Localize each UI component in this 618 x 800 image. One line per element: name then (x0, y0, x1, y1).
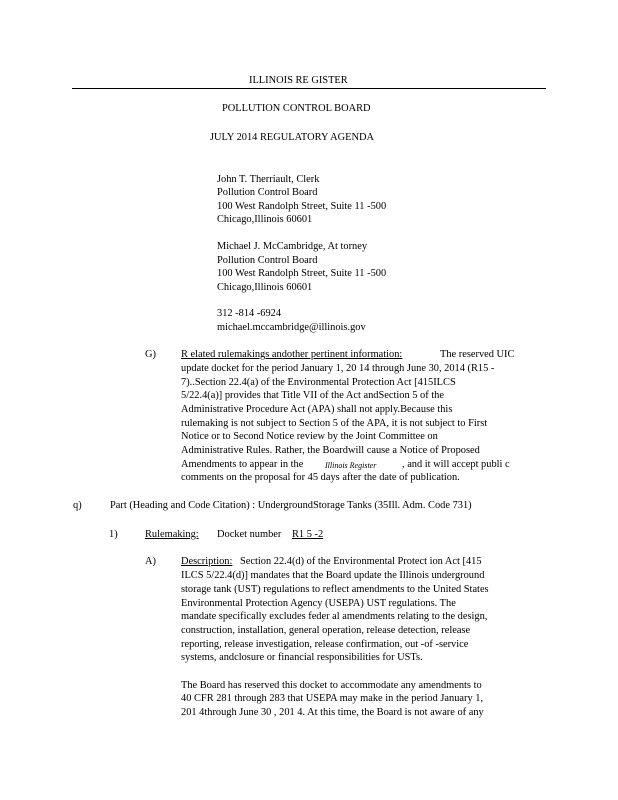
item-a-line: Environmental Protection Agency (USEPA) UST regulations. The (181, 598, 456, 609)
item-a-para2-line: 40 CFR 281 through 283 that USEPA may make in the period January 1, (181, 693, 484, 704)
item-g-line: update docket for the period January 1, 20 14 through June 30, 2014 (R15 - (181, 363, 495, 374)
item-g-line: Amendments to appear in the (181, 459, 304, 470)
item-g-label: G) (145, 349, 156, 360)
item-g-line: , and it will accept publi c (402, 459, 510, 470)
contact-line: Pollution Control Board (217, 187, 318, 198)
item-a-para2-line: The Board has reserved this docket to accommodate any amendments to (181, 680, 482, 691)
item-a-para2-line: 201 4through June 30 , 201 4. At this time, the Board is not aware of any (181, 707, 484, 718)
item-a-label: A) (145, 556, 156, 567)
item-a-line: storage tank (UST) regulations to reflect amendments to the United States (181, 584, 489, 595)
contact-line: 100 West Randolph Street, Suite 11 -500 (217, 268, 387, 279)
item-a-line: reporting, release investigation, release confirmation, out -of -service (181, 639, 469, 650)
docket-prefix: Docket number (217, 529, 282, 540)
email-address: michael.mccambridge@illinois.gov (217, 322, 366, 333)
item-g-line: Notice or to Second Notice review by the Joint Committee on (181, 431, 438, 442)
item-q-label: q) (73, 500, 82, 511)
docket-number: R1 5 -2 (292, 529, 324, 540)
item-a-line: Section 22.4(d) of the Environmental Protect ion Act [415 (240, 556, 482, 567)
description-heading: Description: (181, 556, 233, 567)
item-a-line: mandate specifically excludes feder al amendments relating to the design, (181, 611, 488, 622)
item-a-line: ILCS 5/22.4(d)] mandates that the Board update the Illinois underground (181, 570, 485, 581)
agency-name: POLLUTION CONTROL BOARD (222, 103, 371, 114)
contact-line: Michael J. McCambridge, At torney (217, 241, 368, 252)
item-q-text: Part (Heading and Code Citation) : UndergroundStorage Tanks (35Ill. Adm. Code 731) (110, 500, 472, 511)
item-g-line: comments on the proposal for 45 days after the date of publication. (181, 472, 460, 483)
item-g-line: rulemaking is not subject to Section 5 of the APA, it is not subject to First (181, 418, 488, 429)
rulemaking-heading: Rulemaking: (145, 529, 199, 540)
item-a-line: systems, andclosure or financial responsibilities for USTs. (181, 652, 423, 663)
item-g-heading: R elated rulemakings andother pertinent information: (181, 349, 403, 360)
header-rule (72, 88, 546, 89)
contact-line: Pollution Control Board (217, 255, 318, 266)
contact-line: Chicago,Illinois 60601 (217, 282, 313, 293)
illinois-register-italic: Illinois Register (325, 461, 377, 470)
agenda-title: JULY 2014 REGULATORY AGENDA (210, 132, 374, 143)
contact-line: 100 West Randolph Street, Suite 11 -500 (217, 201, 387, 212)
item-g-line: 5/22.4(a)] provides that Title VII of the Act andSection 5 of the (181, 390, 444, 401)
contact-line: Chicago,Illinois 60601 (217, 214, 313, 225)
phone-number: 312 -814 -6924 (217, 308, 282, 319)
item-g-line: Administrative Procedure Act (APA) shall not apply.Because this (181, 404, 453, 415)
item-g-line: 7)..Section 22.4(a) of the Environmental Protection Act [415ILCS (181, 377, 456, 388)
item-g-line: The reserved UIC (440, 349, 515, 360)
item-1-label: 1) (109, 529, 118, 540)
register-title: ILLINOIS RE GISTER (249, 75, 348, 86)
item-g-line: Administrative Rules. Rather, the Boardwill cause a Notice of Proposed (181, 445, 480, 456)
item-a-line: construction, installation, general operation, release detection, release (181, 625, 471, 636)
contact-line: John T. Therriault, Clerk (217, 174, 320, 185)
